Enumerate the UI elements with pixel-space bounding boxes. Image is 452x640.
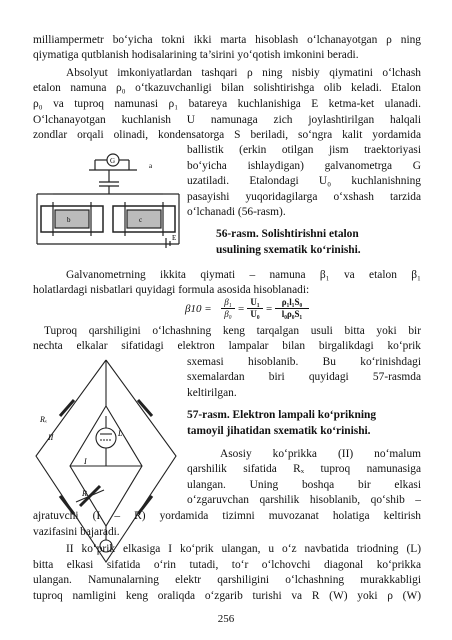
text-line: tuproq namligini keng oraliqda o‘zgarib turishi va R (W) yoki ρ (W) — [33, 590, 421, 602]
formula-f1-den: β₀ — [224, 309, 232, 319]
text-line: zondlar orqali olinadi, kondensatorga S beriladi, so‘ngra kalit yordamida — [33, 129, 421, 141]
fig57-label-i: I — [84, 457, 87, 466]
text-line: milliampermetr bo‘yicha tokni ikki marta hisoblash o‘lchanayotgan ρ ning — [33, 34, 421, 46]
fig56-label-g: G — [110, 157, 116, 165]
page-number: 256 — [217, 613, 235, 625]
text-line: etalon namuna ρ₀ o‘tkazuvchanligi bilan solishtirishga olib keladi. Etalon — [33, 82, 421, 94]
text-line: bo‘yicha ishlaydigan) galvanometrga G — [187, 160, 421, 172]
formula-f2-den: U₀ — [250, 309, 260, 319]
formula-f2-num: U₁ — [247, 297, 263, 309]
text-line: ulangan. Uning boshqa bir elkasi — [187, 479, 421, 491]
fig57-label-r: R — [82, 489, 87, 498]
fig57-label-ii: II — [48, 433, 54, 442]
formula-f3-num: ρ₁l₁S₀ — [275, 297, 309, 309]
text-line: O‘lchanayotgan kuchlanish U namunaga zich joylashtirilgan halqali — [33, 114, 421, 126]
fig56-label-b: b — [67, 216, 71, 224]
fig56-label-c: c — [139, 216, 143, 224]
formula-eq-2: = — [266, 303, 273, 315]
formula-f3-den: l₀ρ₀S₁ — [281, 309, 303, 319]
text-line: holatlardagi nisbatlari quyidagi formula asosida hisoblanadi: — [33, 284, 310, 296]
fig57-label-l: L — [118, 429, 123, 438]
text-line: o‘lchanadi (56-rasm). — [187, 206, 286, 218]
text-line: ajratuvchi (I – R) yordamida tizimni muvozanat holatiga keltirish — [33, 510, 421, 522]
fig57-label-rx: Rₓ — [40, 415, 48, 424]
formula-f1-num: β₁ — [221, 297, 235, 309]
figure-56-caption-line2: usulining sxematik ko‘rinishi. — [216, 244, 361, 256]
text-line: Tuproq qarshiligini o‘lchashning keng tarqalgan usuli bitta yoki bir — [44, 325, 421, 337]
figure-56-schematic — [33, 148, 183, 248]
formula-lhs: β10 = — [185, 303, 212, 315]
text-line: sxemasi hisoblanib. Bu ko‘rinishdagi — [187, 356, 421, 368]
text-line: Asosiy ko‘prikka (II) no‘malum — [220, 448, 421, 460]
text-line: nechta elkalar sifatidagi elektron lampalar bilan birgalikdagi ko‘prik — [33, 340, 421, 352]
formula-eq-1: = — [238, 303, 245, 315]
text-line: ballistik (erkin otilgan jism traektoriyasi — [187, 144, 421, 156]
text-line: qarshilik sifatida Rₓ tuproq namunasiga — [187, 463, 421, 475]
text-line: Absolyut imkoniyatlardan tashqari ρ ning nisbiy qiymatini o‘lchash — [66, 67, 421, 79]
text-line: ρ₀ va tuproq namunasi ρ₁ batareya kuchlanishiga E ketma-ket ulanadi. — [33, 98, 421, 110]
text-line: sxemalardan biri quyidagi 57-rasmda — [187, 371, 421, 383]
text-line: keltirilgan. — [187, 387, 237, 399]
text-line: uzatiladi. Etalondagi U₀ kuchlanishning — [187, 175, 421, 187]
text-line: qiymatiga qutblanish hodisalarining ta’sirini yo‘qotish imkonini beradi. — [33, 49, 359, 61]
fig56-label-e: E — [172, 234, 177, 242]
text-line: bitta elkasi sifatida o‘rin tutadi, to‘r o‘lchovchi diagonal ko‘prikka — [33, 559, 421, 571]
text-line: vazifasini bajaradi. — [33, 526, 120, 538]
fig56-label-a: a — [149, 162, 153, 170]
figure-57-caption-line1: 57-rasm. Elektron lampali ko‘prikning — [187, 409, 377, 421]
figure-56-caption-line1: 56-rasm. Solishtirishni etalon — [216, 228, 359, 240]
text-line: II ko‘prik elkasiga I ko‘prik ulangan, u o‘z navbatida triodning (L) — [66, 543, 421, 555]
text-line: o‘zgaruvchan qarshilik hisoblanib, qo‘shib – — [187, 494, 421, 506]
text-line: ulangan. Namunalarning elektr qarshiligini o‘lchashning murakkabligi — [33, 574, 421, 586]
text-line: pasayishi yuqoridagilarga o‘xshash tarzida — [187, 191, 421, 203]
text-line: Galvanometrning ikkita qiymati – namuna β₁ va etalon β₁ — [66, 269, 421, 281]
figure-57-caption-line2: tamoyil jihatidan sxematik ko‘rinishi. — [187, 425, 371, 437]
